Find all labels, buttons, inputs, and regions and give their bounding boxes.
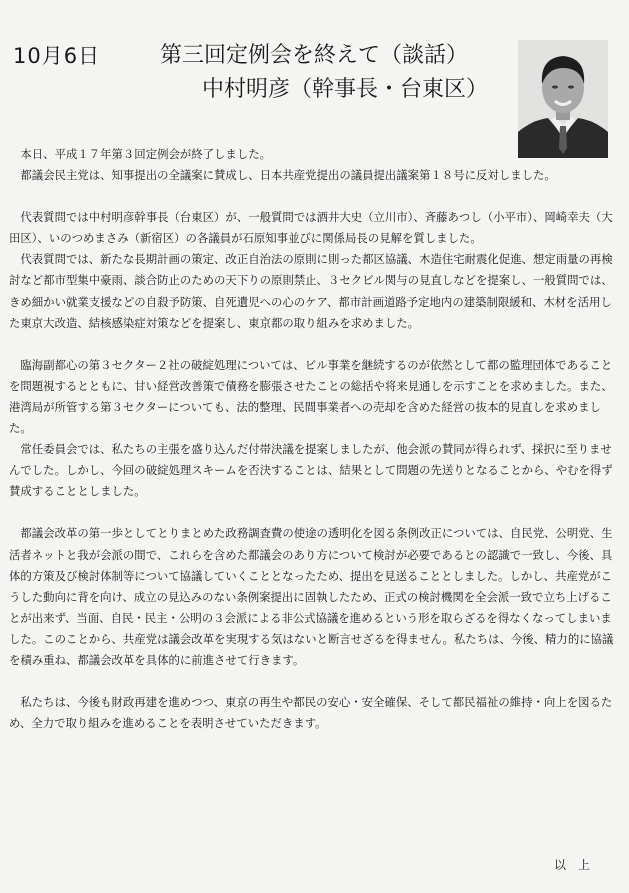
paragraph-gap	[9, 671, 614, 692]
paragraph: 臨海副都心の第３セクター２社の破綻処理については、ビル事業を継続するのが依然として都の監理団体であることを問題視するとともに、甘い経営改善策で債務を膨張させたことの総括や将来見通しを示すことを求めました。また、港湾局が所管する第３セクターについても、法的整理、民間事業者への売却を含めた経営の抜本的見直しを求めました。	[9, 357, 613, 436]
paragraph: 常任委員会では、私たちの主張を盛り込んだ付帯決議を提案しましたが、他会派の賛同が得られず、採択に至りませんでした。しかし、今回の破綻処理スキームを否決することは、結果として問題の先送りとなることから、やむを得ず賛成することとしました。	[9, 442, 613, 499]
paragraph: 私たちは、今後も財政再建を進めつつ、東京の再生や都民の安心・安全確保、そして都民福祉の維持・向上を図るため、全力で取り組みを進めることを表明させていただきます。	[9, 695, 613, 731]
paragraph: 代表質問では、新たな長期計画の策定、改正自治法の原則に則った都区協議、木造住宅耐震化促進、想定雨量の再検討など都市型集中豪雨、談合防止のための天下りの原則禁止、３セクビル関与の見直しなどを提案し、一般質問では、きめ細かい就業支援などの自殺予防策、自死遺児への心のケア、都市計画道路予定地内の建築制限緩和、木材を活用した東京大改造、結核感染症対策などを提案し、東京都の取り組みを求めました。	[9, 252, 613, 330]
portrait-photo	[518, 40, 608, 158]
page-title: 第三回定例会を終えて（談話）	[160, 43, 469, 68]
speaker-line: 中村明彦（幹事長・台東区）	[202, 77, 489, 102]
statement-body	[9, 144, 614, 734]
paragraph-gap	[9, 334, 614, 355]
closing-mark: 以 上	[554, 858, 591, 872]
date-label: 10月6日	[13, 44, 101, 68]
paragraph: 都議会改革の第一歩としてとりまとめた政務調査費の使途の透明化を図る条例改正については、自民党、公明党、生活者ネットと我が会派の間で、これらを含めた都議会のあり方について検討が必要であるとの認識で一致し、今後、具体的方策及び検討体制等について協議していくこととなったため、提出を見送ることとしました。しかし、共産党がこうした動向に背を向け、成立の見込みのない条例案提出に固執したため、正式の検討機関を全会派一致で立ち上げることが出来ず、当面、自民・民主・公明の３会派による非公式協議を進めるという形を取らざるを得なくなってしまいました。このことから、共産党は議会改革を実現する気はないと断言せざるを得ません。私たちは、今後、精力的に協議を積み重ね、都議会改革を具体的に前進させて行きます。	[9, 526, 614, 667]
portrait-image	[518, 40, 608, 158]
paragraph-gap	[9, 502, 614, 523]
paragraph: 代表質問では中村明彦幹事長（台東区）が、一般質問では酒井大史（立川市）、斉藤あつし（小平市）、岡崎幸夫（大田区）、いのつめまさみ（新宿区）の各議員が石原知事並びに関係局長の見解を質しました。	[9, 210, 613, 246]
paragraph: 都議会民主党は、知事提出の全議案に賛成し、日本共産党提出の議員提出議案第１８号に反対しました。	[20, 168, 556, 183]
paragraph: 本日、平成１７年第３回定例会が終了しました。	[20, 147, 271, 161]
paragraph-gap	[9, 186, 614, 207]
